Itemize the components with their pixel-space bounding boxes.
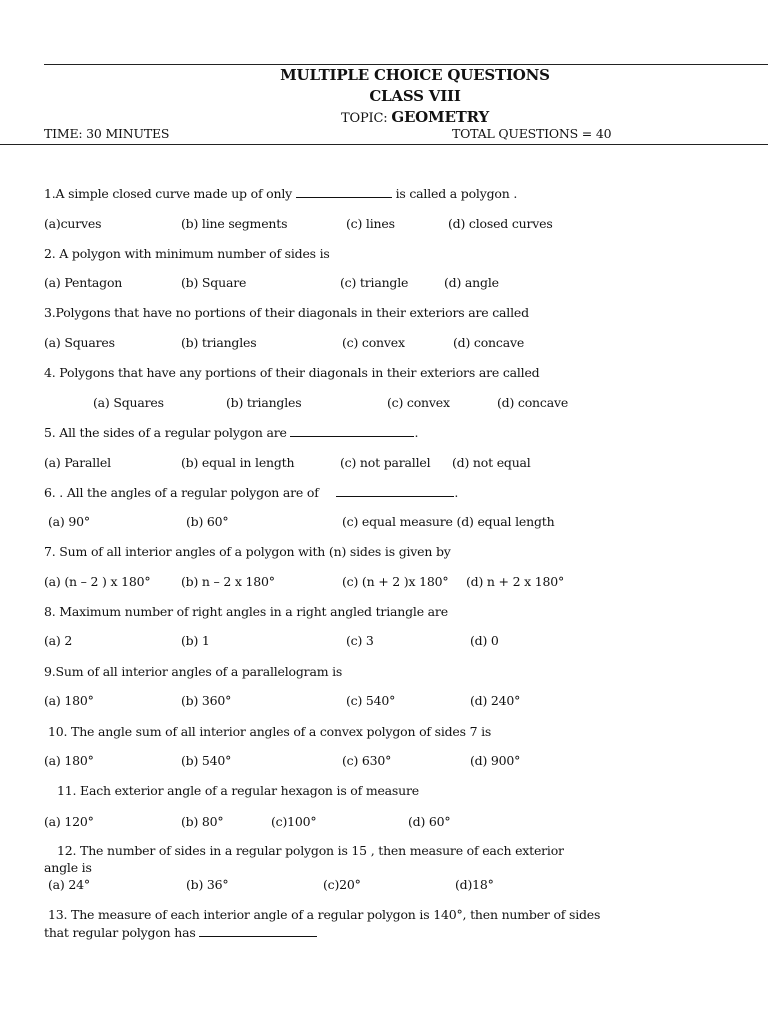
option: (a) 2 xyxy=(44,633,73,648)
option: (a) Pentagon xyxy=(44,275,123,290)
header-rule xyxy=(0,144,768,145)
option: (c) 540° xyxy=(346,693,396,708)
option: (d) 900° xyxy=(470,753,521,768)
question-13: 13. The measure of each interior angle of a regular polygon is 140°, then number of sides xyxy=(48,907,601,922)
time-label: TIME: 30 MINUTES xyxy=(44,126,170,141)
option: (a) Parallel xyxy=(44,455,111,470)
option: (d) 0 xyxy=(470,633,499,648)
option: (b) equal in length xyxy=(181,455,295,470)
title-line-1: MULTIPLE CHOICE QUESTIONS xyxy=(280,66,550,84)
option: (a)curves xyxy=(44,216,102,231)
option: (b) 540° xyxy=(181,753,232,768)
option: (c) triangle xyxy=(340,275,409,290)
option: (a) Squares xyxy=(93,395,164,410)
question-1-text-start: 1.A simple closed curve made up of only xyxy=(44,186,292,201)
option: (c) convex xyxy=(342,335,405,350)
option: (c) 630° xyxy=(342,753,392,768)
question-5-text-start: 5. All the sides of a regular polygon are xyxy=(44,425,287,440)
option: (b) n – 2 x 180° xyxy=(181,574,275,589)
topic-line xyxy=(0,108,768,126)
option: (c)20° xyxy=(323,877,361,892)
title-line-2: CLASS VIII xyxy=(369,87,461,105)
option: (c) lines xyxy=(346,216,395,231)
option: (d) concave xyxy=(453,335,525,350)
option: (a) 120° xyxy=(44,814,94,829)
option: (d) concave xyxy=(497,395,569,410)
question-13-continued xyxy=(44,925,317,940)
question-1 xyxy=(44,186,517,201)
option: (c) not parallel xyxy=(340,455,431,470)
question-2: 2. A polygon with minimum number of sides is xyxy=(44,246,330,261)
question-10: 10. The angle sum of all interior angles of a convex polygon of sides 7 is xyxy=(48,724,492,739)
option: (b) 80° xyxy=(181,814,224,829)
question-13-text: that regular polygon has xyxy=(44,925,196,940)
topic-value: GEOMETRY xyxy=(391,108,489,126)
question-12: 12. The number of sides in a regular polygon is 15 , then measure of each exterior xyxy=(57,843,564,858)
option: (b) 60° xyxy=(186,514,229,529)
option: (a) 90° xyxy=(48,514,90,529)
option: (a) 24° xyxy=(48,877,90,892)
option: (a) 180° xyxy=(44,693,94,708)
topic-label: TOPIC: xyxy=(341,111,388,126)
option: (a) Squares xyxy=(44,335,115,350)
option: (d) 240° xyxy=(470,693,521,708)
top-rule xyxy=(44,64,768,65)
option: (c)100° xyxy=(271,814,317,829)
question-9: 9.Sum of all interior angles of a parallelogram is xyxy=(44,664,343,679)
option: (c) 3 xyxy=(346,633,374,648)
question-7: 7. Sum of all interior angles of a polygon with (n) sides is given by xyxy=(44,544,451,559)
option: (b) 1 xyxy=(181,633,210,648)
answer-blank xyxy=(296,186,392,198)
question-1-text-end: is called a polygon . xyxy=(395,186,518,201)
option: (c) convex xyxy=(387,395,450,410)
option: (b) line segments xyxy=(181,216,288,231)
question-11: 11. Each exterior angle of a regular hexagon is of measure xyxy=(57,783,419,798)
total-questions: TOTAL QUESTIONS = 40 xyxy=(452,126,612,141)
question-6 xyxy=(44,485,458,500)
question-12-continued: angle is xyxy=(44,860,92,875)
option: (b) triangles xyxy=(226,395,302,410)
answer-blank xyxy=(290,425,414,437)
question-6-text-start: 6. . All the angles of a regular polygon are of xyxy=(44,485,319,500)
option: (d) 60° xyxy=(408,814,451,829)
option: (b) triangles xyxy=(181,335,257,350)
option: (b) Square xyxy=(181,275,247,290)
option: (d) closed curves xyxy=(448,216,553,231)
question-3: 3.Polygons that have no portions of their diagonals in their exteriors are called xyxy=(44,305,529,320)
option: (d) n + 2 x 180° xyxy=(466,574,565,589)
option: (b) 360° xyxy=(181,693,232,708)
question-5-text-end: . xyxy=(414,425,419,440)
option: (b) 36° xyxy=(186,877,229,892)
option: (a) 180° xyxy=(44,753,94,768)
option: (d) not equal xyxy=(452,455,531,470)
answer-blank xyxy=(336,485,454,497)
option: (d) angle xyxy=(444,275,499,290)
answer-blank xyxy=(199,925,317,937)
question-4: 4. Polygons that have any portions of their diagonals in their exteriors are called xyxy=(44,365,540,380)
option: (c) equal measure (d) equal length xyxy=(342,514,555,529)
question-5 xyxy=(44,425,418,440)
question-8: 8. Maximum number of right angles in a right angled triangle are xyxy=(44,604,448,619)
question-6-text-end: . xyxy=(454,485,459,500)
option: (c) (n + 2 )x 180° xyxy=(342,574,449,589)
option: (d)18° xyxy=(455,877,494,892)
option: (a) (n – 2 ) x 180° xyxy=(44,574,151,589)
